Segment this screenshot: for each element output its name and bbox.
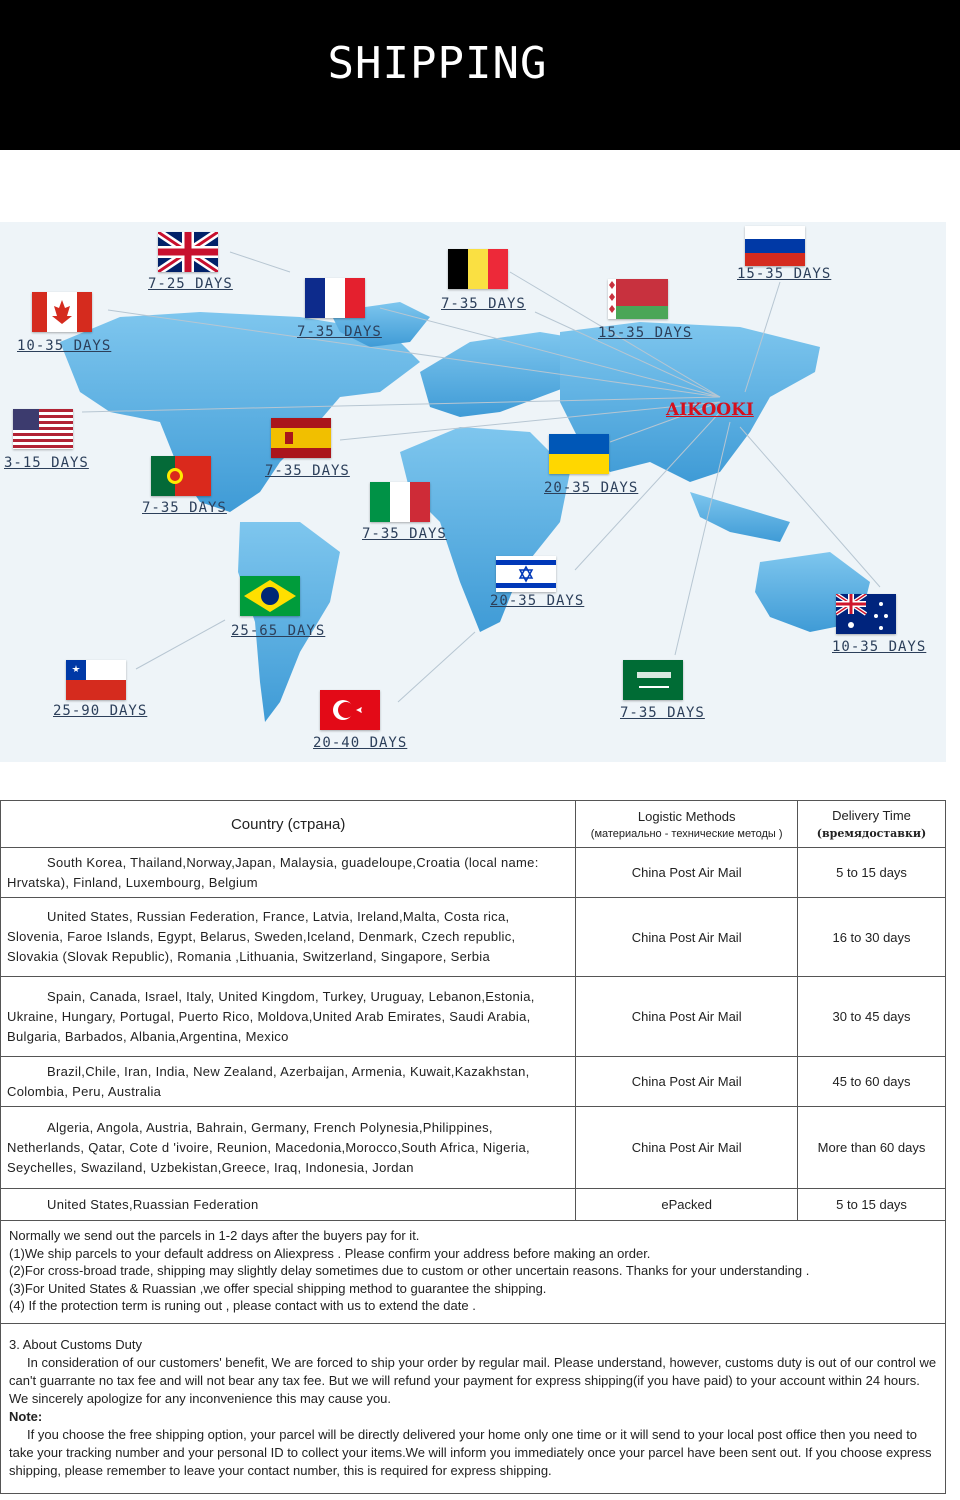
logistic-methods-header: Logistic Methods (материально - технические методы ) [576, 801, 798, 848]
australia-flag [836, 594, 896, 634]
belgium-flag [448, 249, 508, 289]
customs-duty-title: 3. About Customs Duty [9, 1337, 142, 1352]
time-cell: More than 60 days [798, 1107, 946, 1189]
chile-days-label: 25-90 DAYS [53, 703, 148, 719]
method-cell: China Post Air Mail [576, 977, 798, 1057]
countries-cell: South Korea, Thailand,Norway,Japan, Malaysia, guadeloupe,Croatia (local name: Hrvatska), Finland, Luxembourg, Belgium [1, 848, 576, 898]
spain-days-label: 7-35 DAYS [265, 463, 350, 479]
portugal-days-label: 7-35 DAYS [142, 500, 227, 516]
note-line: (3)For United States & Ruassian ,we offer special shipping method to guarantee the shipping. [9, 1280, 547, 1296]
russia-flag [745, 226, 805, 266]
method-cell: China Post Air Mail [576, 1107, 798, 1189]
shipping-table [0, 800, 946, 1221]
turkey-days-label: 20-40 DAYS [313, 735, 408, 751]
method-cell: ePacked [576, 1189, 798, 1221]
canada-days-label: 10-35 DAYS [17, 338, 112, 354]
note-line: (2)For cross-broad trade, shipping may slightly delay sometimes due to custom or other uncertain reasons. Thanks for your understanding . [9, 1263, 810, 1278]
italy-flag [370, 482, 430, 522]
israel-flag [496, 556, 556, 592]
time-cell: 16 to 30 days [798, 898, 946, 977]
france-flag [305, 278, 365, 318]
belarus-flag [608, 279, 668, 319]
time-cell: 5 to 15 days [798, 848, 946, 898]
brand-name: AIKOOKI [666, 400, 754, 420]
belgium-days-label: 7-35 DAYS [441, 296, 526, 312]
note-line: (1)We ship parcels to your default address on Aliexpress . Please confirm your address before making an order. [9, 1245, 651, 1261]
table-header-row [1, 801, 946, 848]
countries-cell: Brazil,Chile, Iran, India, New Zealand, Azerbaijan, Armenia, Kuwait,Kazakhstan, Colombia, Peru, Australia [1, 1057, 576, 1107]
usa-flag [13, 409, 73, 449]
country-header: Country (страна) [1, 801, 576, 848]
method-cell: China Post Air Mail [576, 1057, 798, 1107]
countries-cell: Algeria, Angola, Austria, Bahrain, Germany, French Polynesia,Philippines, Netherlands, Qatar, Cote d 'ivoire, Reunion, Macedonia,Morocco,South Africa, Nigeria, Seychelles, Swaziland, Uzbekistan,Greece, Iraq, Indonesia, Jordan [1, 1107, 576, 1189]
note-body: If you choose the free shipping option, your parcel will be directly delivered your home only one time or it will send to your local post office then you need to take your tracking number and your personal ID to collect your items.We will inform you immediately once your parcel have been sent out. If you choose express shipping, please remember to leave your contact number, this is required for express shipping. [9, 1427, 932, 1478]
table-row [1, 898, 946, 977]
note-line: (4) If the protection term is runing out , please contact with us to extend the date . [9, 1298, 476, 1313]
portugal-flag [151, 456, 211, 496]
world-map [0, 222, 946, 762]
table-row [1, 1107, 946, 1189]
brazil-days-label: 25-65 DAYS [231, 623, 326, 639]
australia-days-label: 10-35 DAYS [832, 639, 927, 655]
table-row [1, 1189, 946, 1221]
countries-cell: United States,Ruassian Federation [1, 1189, 576, 1221]
saudi-arabia-flag [623, 660, 683, 700]
italy-days-label: 7-35 DAYS [362, 526, 447, 542]
customs-duty-section [0, 1324, 946, 1494]
uk-flag [158, 232, 218, 272]
page-header [0, 0, 960, 150]
turkey-flag [320, 690, 380, 730]
note-label: Note: [9, 1409, 43, 1424]
france-days-label: 7-35 DAYS [297, 324, 382, 340]
time-cell: 30 to 45 days [798, 977, 946, 1057]
table-row [1, 977, 946, 1057]
canada-flag [32, 292, 92, 332]
method-cell: China Post Air Mail [576, 848, 798, 898]
time-cell: 45 to 60 days [798, 1057, 946, 1107]
chile-flag [66, 660, 126, 700]
ukraine-flag [549, 434, 609, 474]
spain-flag [271, 418, 331, 458]
countries-cell: United States, Russian Federation, France, Latvia, Ireland,Malta, Costa rica, Slovenia, Faroe Islands, Egypt, Belarus, Sweden,Iceland, Denmark, Czech republic, Slovakia (Slovak Republic), Romania ,Lithuania, Switzerland, Singapore, Serbia [1, 898, 576, 977]
shipping-notes [0, 1220, 946, 1324]
belarus-days-label: 15-35 DAYS [598, 325, 693, 341]
countries-cell: Spain, Canada, Israel, Italy, United Kingdom, Turkey, Uruguay, Lebanon,Estonia, Ukraine, Hungary, Portugal, Puerto Rico, Moldova,United Arab Emirates, Saudi Arabia, Bulgaria, Barbados, Albania,Argentina, Mexico [1, 977, 576, 1057]
ukraine-days-label: 20-35 DAYS [544, 480, 639, 496]
table-row [1, 1057, 946, 1107]
method-cell: China Post Air Mail [576, 898, 798, 977]
southeast-asia-shape [690, 492, 790, 542]
time-cell: 5 to 15 days [798, 1189, 946, 1221]
israel-days-label: 20-35 DAYS [490, 593, 585, 609]
page-title: SHIPPING [327, 38, 548, 89]
customs-duty-body: In consideration of our customers' benefit, We are forced to ship your order by regular mail. Please understand, however, customs duty is out of our control we can't guarrante no tax fee and will not bear any tax fee. But we will refund your payment for express shipping(if you have paid) to your account within 24 hours. We sincerely apologize for any inconvenience this may cause you. [9, 1355, 937, 1406]
usa-days-label: 3-15 DAYS [4, 455, 89, 471]
uk-days-label: 7-25 DAYS [148, 276, 233, 292]
table-row [1, 848, 946, 898]
russia-days-label: 15-35 DAYS [737, 266, 832, 282]
saudi-arabia-days-label: 7-35 DAYS [620, 705, 705, 721]
delivery-time-header: Delivery Time (времядоставки) [798, 801, 946, 848]
brazil-flag [240, 576, 300, 616]
note-line: Normally we send out the parcels in 1-2 days after the buyers pay for it. [9, 1228, 420, 1243]
